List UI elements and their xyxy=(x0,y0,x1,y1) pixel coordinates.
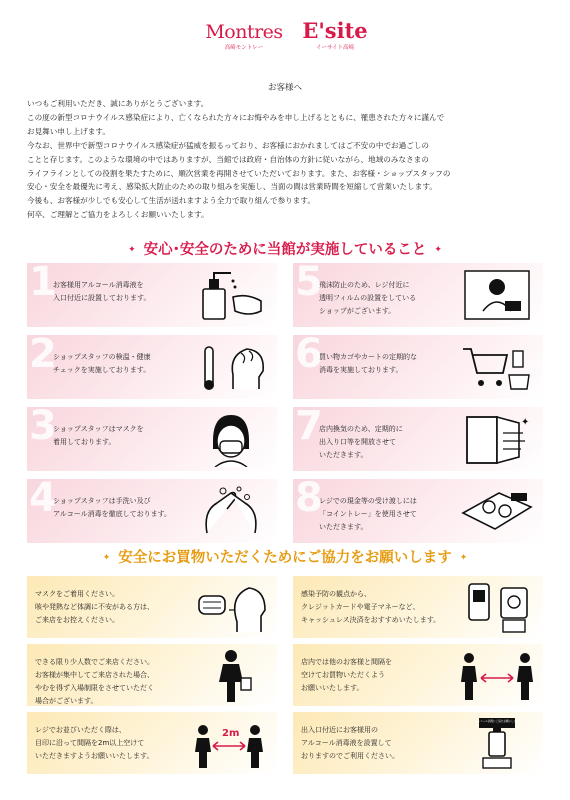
sparkle-icon: ✦ xyxy=(102,553,111,563)
section1-title: ✦ 安心･安全のために当館が実施していること ✦ xyxy=(128,242,442,258)
request-card-sanitizer: 出入口付近にお客様用の アルコール消毒液を設置して おりますのでご利用ください。 アルコール消毒にご協力お願いします xyxy=(293,712,543,774)
sparkle-icon: ✦ xyxy=(434,245,442,255)
letter-line: 安心・安全を最優先に考え、感染拡大防止のための取り組みを実施し、当面の間は営業時間を短縮して営業いたします。 xyxy=(27,182,437,192)
esite-logo: E'site イーサイト高崎 xyxy=(302,18,368,51)
svg-text:アルコール消毒にご協力お願いします: アルコール消毒にご協力お願いします xyxy=(475,720,519,723)
letter-line: お見舞い申し上げます。 xyxy=(27,126,110,136)
request-card-mask: マスクをご着用ください。 咳や発熱など体調に不安がある方は、 ご来店をお控えください。 xyxy=(27,576,277,638)
sparkle-icon: ✦ xyxy=(128,245,136,255)
svg-text:✦: ✦ xyxy=(521,417,530,428)
request-card-cashless: 感染予防の観点から、 クレジットカードや電子マネーなど、 キャッシュレス決済をおすすめいたします。 xyxy=(293,576,543,638)
letter-greeting: お客様へ xyxy=(267,83,302,93)
cashless-icon xyxy=(459,580,535,636)
request-card-queue: レジでお並びいただく際は、 目印に沿って間隔を2m以上空けて いただきますようお願いいたします。 2m xyxy=(27,712,277,774)
measure-card-3: 3 ショップスタッフはマスクを 着用しております。 xyxy=(27,407,277,471)
request-card-distance: 店内では他のお客様と間隔を 空けてお買物いただくよう お願いいたします。 xyxy=(293,644,543,706)
hand-wash-icon xyxy=(193,483,269,539)
cart-disinfect-icon xyxy=(459,339,535,395)
sanitizer-stand-icon xyxy=(459,716,535,772)
measure-card-8: 8 レジでの現金等の受け渡しには 「コイントレー」を使用させて いただきます。 xyxy=(293,479,543,543)
shopper-icon xyxy=(193,648,269,704)
letter-line: ことと存じます。このような環境の中ではありますが、当館では政府・自治体の方針に従いながら、地域のみなさまの xyxy=(27,154,429,164)
measure-card-7: 7 店内換気のため、定期的に 出入り口等を開放させて いただきます。 ✦ xyxy=(293,407,543,471)
section2-title: ✦ 安全にお買物いただくためにご協力をお願いします ✦ xyxy=(102,550,468,566)
letter-line: 今後も、お客様が少しでも安心して生活が送れますよう全力で取り組んで参ります。 xyxy=(27,196,315,206)
measure-card-1: 1 お客様用アルコール消毒液を 入口付近に設置しております。 xyxy=(27,263,277,327)
measure-card-5: 5 飛沫防止のため、レジ付近に 透明フィルムの設置をしている ショップがございます。 xyxy=(293,263,543,327)
hand-sanitizer-icon xyxy=(193,267,269,323)
letter-line: ライフラインとしての役割を果たすために、順次営業を再開させていただいております。また、お客様・ショップスタッフの xyxy=(27,168,451,178)
coin-tray-icon xyxy=(459,483,535,539)
queue-2m-icon xyxy=(193,716,269,772)
letter-line: この度の新型コロナウイルス感染症により、亡くなられた方々にお悔やみを申し上げるとともに、罹患された方々に謹んで xyxy=(27,112,445,122)
measure-card-6: 6 買い物カゴやカートの定期的な 消毒を実施しております。 xyxy=(293,335,543,399)
measure-card-2: 2 ショップスタッフの検温・健康 チェックを実施しております。 xyxy=(27,335,277,399)
letter-line: いつもご利用いただき、誠にありがとうございます。 xyxy=(27,99,209,108)
distance-icon xyxy=(459,648,535,704)
mask-cough-icon xyxy=(193,580,269,636)
open-door-icon xyxy=(459,411,535,467)
svg-text:2m: 2m xyxy=(222,728,240,739)
sparkle-icon: ✦ xyxy=(459,553,468,563)
letter-line: 何卒、ご理解とご協力をよろしくお願いいたします。 xyxy=(27,210,209,220)
letter-line: 今なお、世界中で新型コロナウイルス感染症が猛威を振るっており、お客様におかれましてはご不安の中でお過ごしの xyxy=(27,140,430,150)
request-card-small-group: できる限り少人数でご来店ください。 お客様が集中してご来店された場合、 やむを得ず入場制限をさせていただく 場合がございます。 xyxy=(27,644,277,706)
header-logos xyxy=(0,18,570,56)
montres-logo: Montres 高崎モントレー xyxy=(205,21,283,51)
mask-icon xyxy=(193,411,269,467)
measure-card-4: 4 ショップスタッフは手洗い及び アルコール消毒を徹底しております。 xyxy=(27,479,277,543)
letter-body xyxy=(27,97,545,222)
register-shield-icon xyxy=(459,267,535,323)
thermometer-icon xyxy=(193,339,269,395)
